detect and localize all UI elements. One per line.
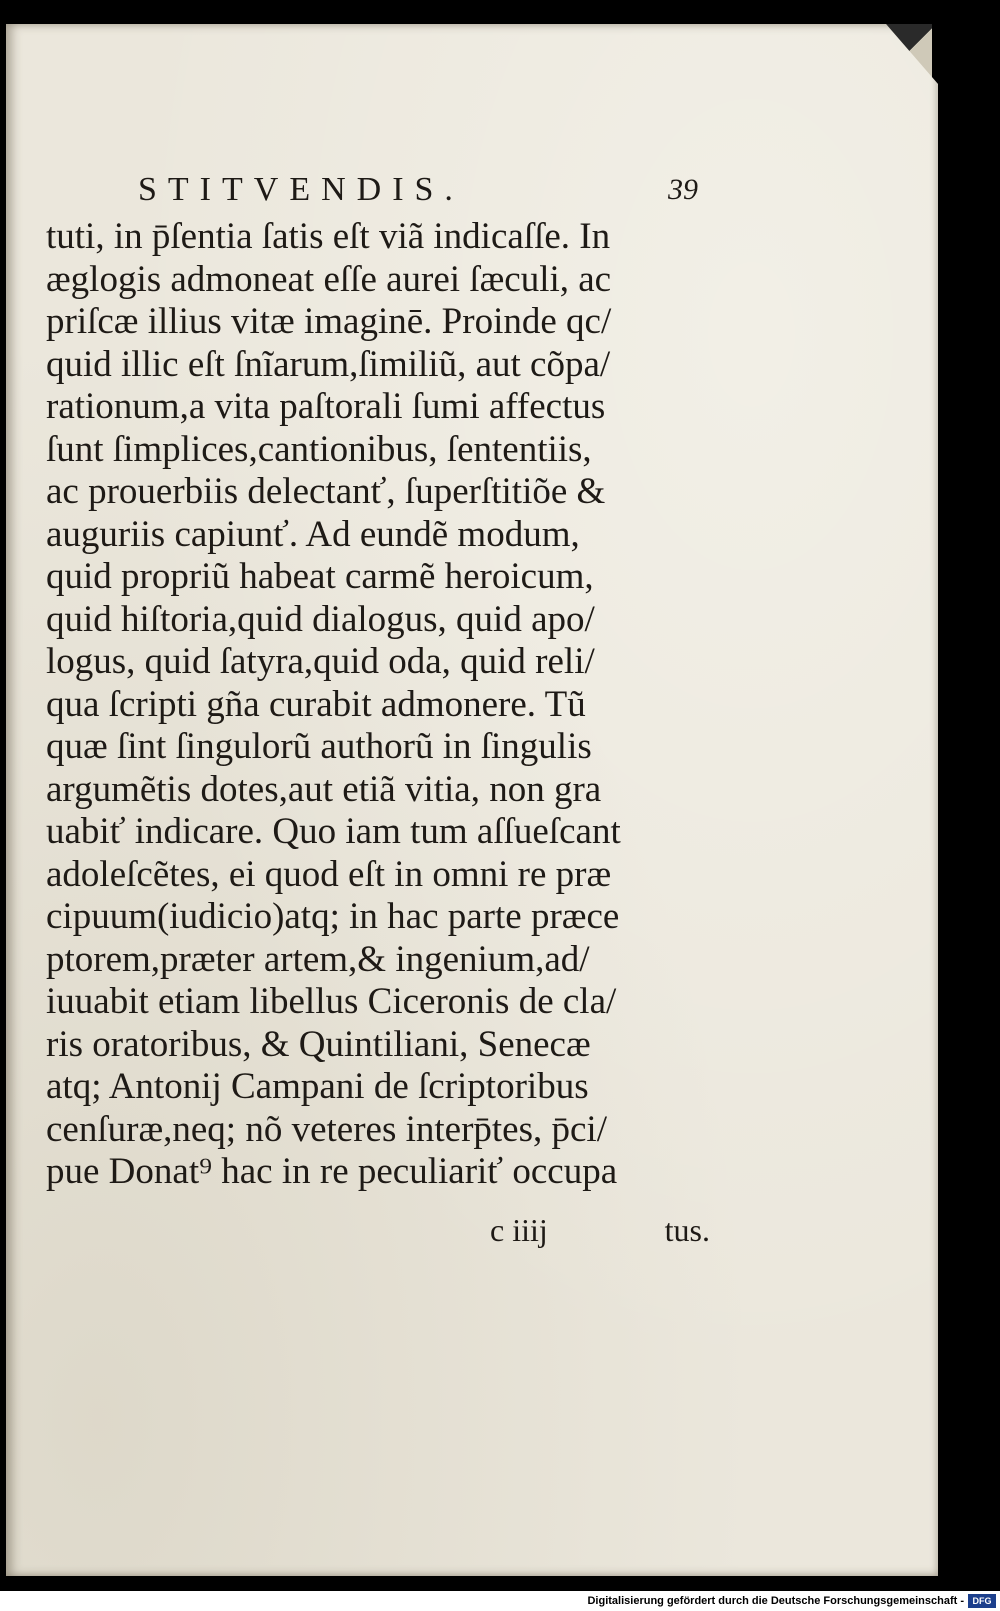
text-line: rationum,a vita paſtorali ſumi affectus [46, 386, 606, 427]
text-line: ris oratoribus, & Quintiliani, Senecæ [46, 1023, 591, 1065]
page-header [138, 170, 698, 210]
text-line: quid hiſtoria,quid dialogus, quid apo/ [46, 598, 595, 640]
text-line: tuti, in p̄ſentia ſatis eſt viã indicaſſe. In [46, 216, 611, 257]
dfg-logo: DFG [968, 1594, 996, 1608]
text-line: auguriis capiunť. Ad eundẽ modum, [46, 513, 580, 555]
text-line: quæ ſint ſingulorũ authorũ in ſingulis [46, 726, 592, 767]
text-line: ſunt ſimplices,cantionibus, ſententiis, [46, 428, 592, 470]
folio-number: 39 [668, 173, 698, 206]
text-line: ac prouerbiis delectanť, ſuperſtitiõe & [46, 471, 606, 512]
text-line: priſcæ illius vitæ imaginē. Proinde qc/ [46, 301, 612, 342]
running-head: STITVENDIS. [138, 171, 464, 208]
text-line: ptorem,præter artem,& ingenium,ad/ [46, 938, 590, 980]
text-line: atq; Antonij Campani de ſcriptoribus [46, 1066, 589, 1107]
body-text [46, 216, 706, 1194]
text-line: cenſuræ,neq; nõ veteres interp̄tes, p̄ci/ [46, 1108, 607, 1150]
signature-mark: c iiij [490, 1212, 548, 1248]
text-line: quid propriũ habeat carmẽ heroicum, [46, 556, 594, 597]
text-line: cipuum(iudicio)atq; in hac parte præce [46, 896, 620, 937]
text-line: argumẽtis dotes,aut etiã vitia, non gra [46, 768, 602, 810]
funding-credit: Digitalisierung gefördert durch die Deutsche Forschungsgemeinschaft - [587, 1595, 964, 1607]
text-line: æglogis admoneat eſſe aurei ſæculi, ac [46, 258, 612, 300]
digitization-footer [0, 1591, 1000, 1611]
text-line: pue Donat⁹ hac in re peculiariť occupa [46, 1151, 618, 1192]
text-line: adoleſcẽtes, ei quod eſt in omni re præ [46, 853, 612, 895]
text-line: quid illic eſt ſnĩarum,ſimiliũ, aut cõpa/ [46, 343, 611, 385]
signature-line [490, 1209, 710, 1251]
text-line: logus, quid ſatyra,quid oda, quid reli/ [46, 641, 595, 682]
catchword: tus. [664, 1212, 710, 1248]
text-line: uabiť indicare. Quo iam tum aſſueſcant [46, 811, 621, 852]
text-line: qua ſcripti gña curabit admonere. Tũ [46, 683, 586, 725]
text-line: iuuabit etiam libellus Ciceronis de cla/ [46, 981, 617, 1022]
